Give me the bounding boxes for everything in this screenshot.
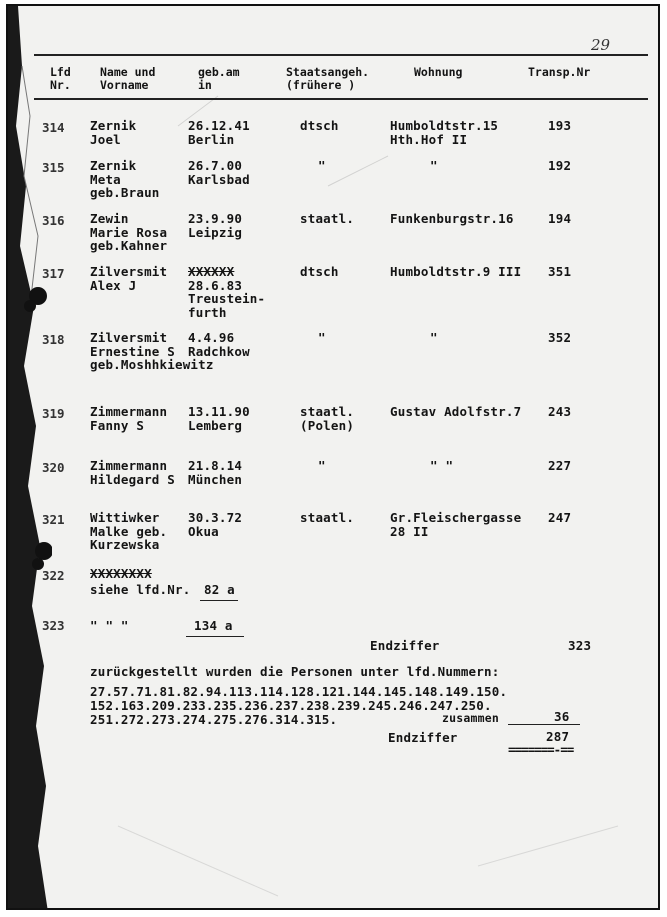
nationality: dtsch	[300, 264, 339, 279]
row-number: 316	[42, 213, 65, 228]
deferred-line-3: 251.272.273.274.275.276.314.315.	[90, 712, 338, 727]
row-number: 319	[42, 406, 65, 421]
residence: " "	[430, 458, 454, 473]
person-name: Ernestine S	[90, 343, 175, 359]
transport-number: 194	[548, 211, 572, 226]
document-page	[6, 4, 660, 910]
header-name: Name und Vorname	[100, 65, 156, 92]
birth-info: 21.8.14	[188, 458, 243, 473]
row-number: 322	[42, 568, 65, 583]
torn-margin-illustration	[8, 6, 52, 910]
total-label: zusammen	[442, 711, 499, 725]
nationality: staatl.	[300, 404, 355, 419]
birth-info: 4.4.96	[188, 330, 235, 345]
nationality: "	[318, 458, 326, 473]
residence: Humboldtstr.9 III	[390, 264, 522, 279]
transport-number: 227	[548, 458, 572, 473]
birth-info: furth	[188, 304, 227, 320]
end-double-dashes: =======-==	[508, 742, 574, 757]
deferred-intro: zurückgestellt wurden die Personen unter lfd.Nummern:	[90, 664, 500, 679]
person-name: Zernik	[90, 118, 137, 133]
row-number: 315	[42, 160, 65, 175]
birth-info: Karlsbad	[188, 171, 250, 187]
page-number: 29	[591, 36, 611, 54]
header-residence: Wohnung	[414, 65, 463, 79]
person-name: geb.Moshhkiewitz	[90, 357, 214, 372]
ditto-marks: " " "	[90, 618, 129, 633]
birth-info: Okua	[188, 523, 219, 539]
header-top-rule	[34, 54, 648, 56]
person-name: Kurzewska	[90, 537, 160, 552]
nationality: dtsch	[300, 118, 339, 133]
row-number: 318	[42, 332, 65, 347]
residence: 28 II	[390, 523, 429, 539]
residence: Funkenburgstr.16	[390, 211, 514, 226]
nationality: (Polen)	[300, 417, 355, 433]
person-name: Zilversmit	[90, 264, 168, 279]
nationality: "	[318, 330, 326, 345]
birth-info: 28.6.83	[188, 277, 243, 293]
person-name: Alex J	[90, 277, 137, 293]
birth-info: 26.12.41	[188, 118, 250, 133]
residence: Gr.Fleischergasse	[390, 510, 522, 525]
transport-number: 352	[548, 330, 572, 345]
transport-number: 192	[548, 158, 572, 173]
nationality: "	[318, 158, 326, 173]
reference-value: 82 a	[204, 582, 235, 597]
person-name: Meta	[90, 171, 121, 187]
birth-info: 13.11.90	[188, 404, 250, 419]
row-number: 314	[42, 120, 65, 135]
person-name: Fanny S	[90, 417, 145, 433]
total-value: 36	[554, 709, 570, 724]
person-name: Zernik	[90, 158, 137, 173]
end-number-label: Endziffer	[388, 730, 458, 745]
person-name: Zimmermann	[90, 404, 168, 419]
person-name: Malke geb.	[90, 523, 168, 539]
row-number: 317	[42, 266, 65, 281]
row-number: 323	[42, 618, 65, 633]
birth-info: Treustein-	[188, 291, 266, 306]
end-number-value: 323	[568, 638, 592, 653]
person-name: Zewin	[90, 211, 129, 226]
person-name: geb.Braun	[90, 185, 160, 200]
row-number: 320	[42, 460, 65, 475]
birth-info: Radchkow	[188, 343, 250, 359]
end-number-label: Endziffer	[370, 638, 440, 653]
birth-info: Berlin	[188, 131, 235, 147]
header-transport: Transp.Nr	[528, 65, 591, 79]
transport-number: 247	[548, 510, 572, 525]
header-nationality: Staatsangeh. (frühere )	[286, 65, 370, 92]
reference-underline	[200, 600, 238, 601]
birth-info: 30.3.72	[188, 510, 243, 525]
transport-number: 351	[548, 264, 572, 279]
struck-name: XXXXXXXX	[90, 566, 152, 581]
total-underline	[508, 724, 580, 725]
row-number: 321	[42, 512, 65, 527]
person-name: Marie Rosa	[90, 224, 168, 240]
nationality: staatl.	[300, 211, 355, 226]
residence: Humboldtstr.15	[390, 118, 499, 133]
header-lfd-nr: Lfd Nr.	[50, 65, 71, 92]
end-number-value: 287	[546, 729, 570, 744]
birth-info: München	[188, 471, 243, 487]
residence: "	[430, 158, 438, 173]
birth-info: Lemberg	[188, 417, 243, 433]
reference-value: 134 a	[194, 618, 233, 633]
person-name: Wittiwker	[90, 510, 160, 525]
person-name: Hildegard S	[90, 471, 175, 487]
transport-number: 243	[548, 404, 572, 419]
header-bottom-rule	[34, 98, 648, 100]
birth-info: Leipzig	[188, 224, 243, 240]
reference-underline	[186, 636, 244, 637]
header-born: geb.am in	[198, 65, 240, 92]
person-name: Joel	[90, 131, 121, 147]
birth-info: XXXXXX	[188, 264, 235, 279]
nationality: staatl.	[300, 510, 355, 525]
residence: "	[430, 330, 438, 345]
residence: Hth.Hof II	[390, 131, 468, 147]
birth-info: 26.7.00	[188, 158, 243, 173]
person-name: Zilversmit	[90, 330, 168, 345]
residence: Gustav Adolfstr.7	[390, 404, 522, 419]
reference-text: siehe lfd.Nr.	[90, 582, 191, 597]
transport-number: 193	[548, 118, 572, 133]
deferred-line-1: 27.57.71.81.82.94.113.114.128.121.144.145.148.149.150.	[90, 684, 508, 699]
birth-info: 23.9.90	[188, 211, 243, 226]
person-name: geb.Kahner	[90, 238, 168, 253]
deferred-line-2: 152.163.209.233.235.236.237.238.239.245.246.247.250.	[90, 698, 492, 713]
person-name: Zimmermann	[90, 458, 168, 473]
